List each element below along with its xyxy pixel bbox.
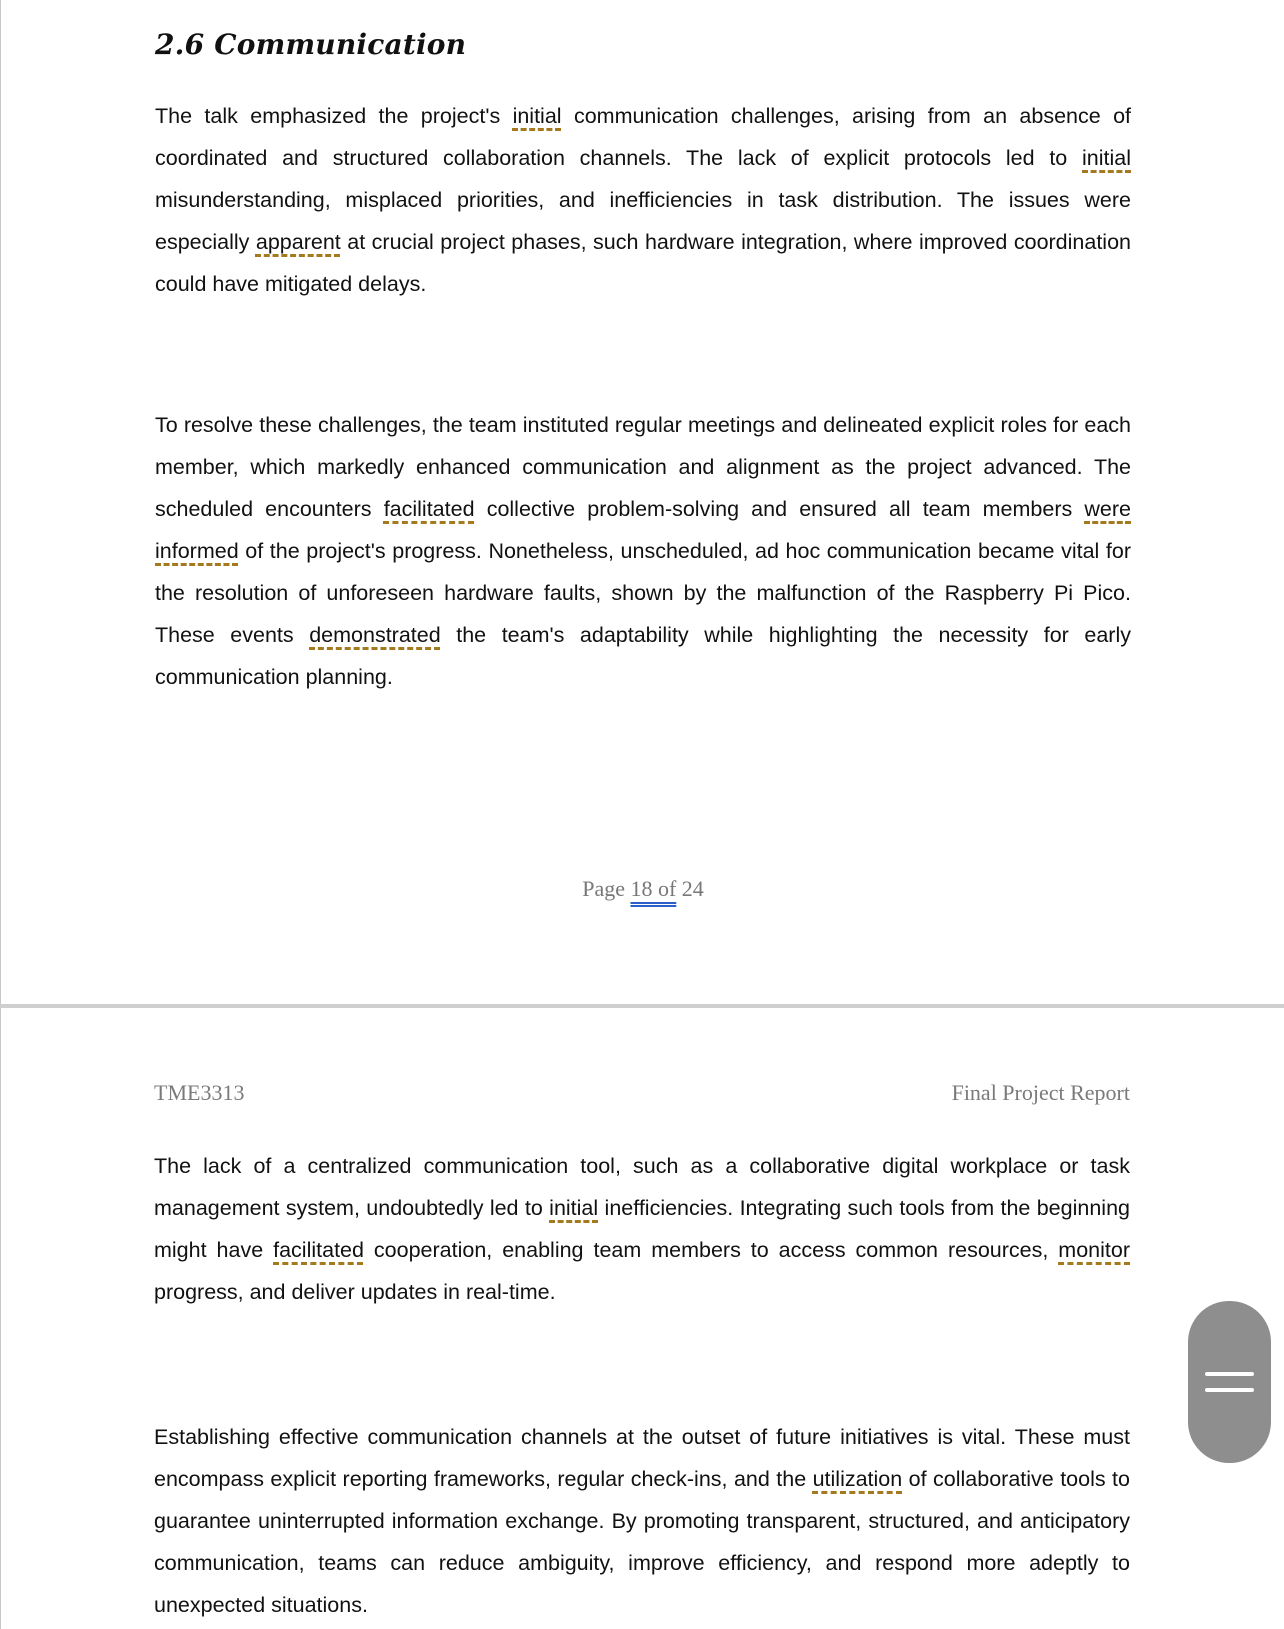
section-heading: 2.6 Communication [155, 28, 467, 61]
flagged-word[interactable]: facilitated [383, 497, 475, 521]
text-run: of the project's progress. Nonetheless, unscheduled, ad hoc communication became vital for the resolution of unforeseen hardware faults, shown by the malfunction of the Raspberry Pi Pico. These events [155, 539, 1131, 647]
paragraph-communication-challenges [155, 95, 1131, 305]
text-run: The lack of a centralized communication tool, such as a collaborative digital workplace or task management system, undoubtedly led to [154, 1154, 1130, 1220]
text-run: cooperation, enabling team members to access common resources, [363, 1238, 1059, 1262]
flagged-word[interactable]: utilization [812, 1467, 903, 1491]
flagged-word[interactable]: apparent [255, 230, 341, 254]
header-report-title: Final Project Report [951, 1080, 1130, 1105]
paragraph-future-initiatives [154, 1416, 1130, 1626]
footer-prefix: Page [582, 876, 631, 901]
flagged-word[interactable]: facilitated [273, 1238, 364, 1262]
flagged-word[interactable]: were informed [155, 497, 1132, 563]
text-run: progress, and deliver updates in real-time. [154, 1280, 556, 1304]
text-run: communication challenges, arising from an absence of coordinated and structured collaboration channels. The lack of explicit protocols led to [155, 104, 1132, 170]
header-course-code: TME3313 [154, 1080, 245, 1105]
flagged-word[interactable]: initial [1082, 146, 1131, 170]
text-run: Establishing effective communication channels at the outset of future initiatives is vital. These must encompass explicit reporting frameworks, regular check-ins, and the [154, 1425, 1130, 1491]
flagged-word[interactable]: demonstrated [309, 623, 441, 647]
flagged-word[interactable]: initial [512, 104, 562, 128]
text-run: of collaborative tools to guarantee uninterrupted information exchange. By promoting transparent, structured, and anticipatory communication, teams can reduce ambiguity, improve efficiency, and respond more adeptly to unexpected situations. [154, 1467, 1130, 1617]
grip-lines-icon [1205, 1388, 1254, 1392]
text-run: collective problem-solving and ensured all team members [474, 497, 1085, 521]
text-run: the team's adaptability while highlighting the necessity for early communication planning. [155, 623, 1131, 689]
text-run: at crucial project phases, such hardware integration, where improved coordination could have mitigated delays. [155, 230, 1131, 296]
flagged-word[interactable]: initial [549, 1196, 599, 1220]
text-run: misunderstanding, misplaced priorities, and inefficiencies in task distribution. The issues were especially [155, 188, 1131, 254]
text-run: The talk emphasized the project's [155, 104, 513, 128]
flagged-word[interactable]: monitor [1058, 1238, 1130, 1262]
scroll-handle[interactable] [1188, 1301, 1271, 1463]
footer-suffix: 24 [676, 876, 704, 901]
grip-lines-icon [1205, 1372, 1254, 1376]
text-run: To resolve these challenges, the team instituted regular meetings and delineated explicit roles for each member, which markedly enhanced communication and alignment as the project advanced. The scheduled encounters [155, 413, 1131, 521]
page-number-footer [1, 876, 1284, 902]
page-number-field[interactable]: 18 of [630, 876, 677, 901]
paragraph-centralized-tool [154, 1145, 1130, 1313]
paragraph-resolution [155, 404, 1131, 698]
text-run: inefficiencies. Integrating such tools from the beginning might have [154, 1196, 1130, 1262]
